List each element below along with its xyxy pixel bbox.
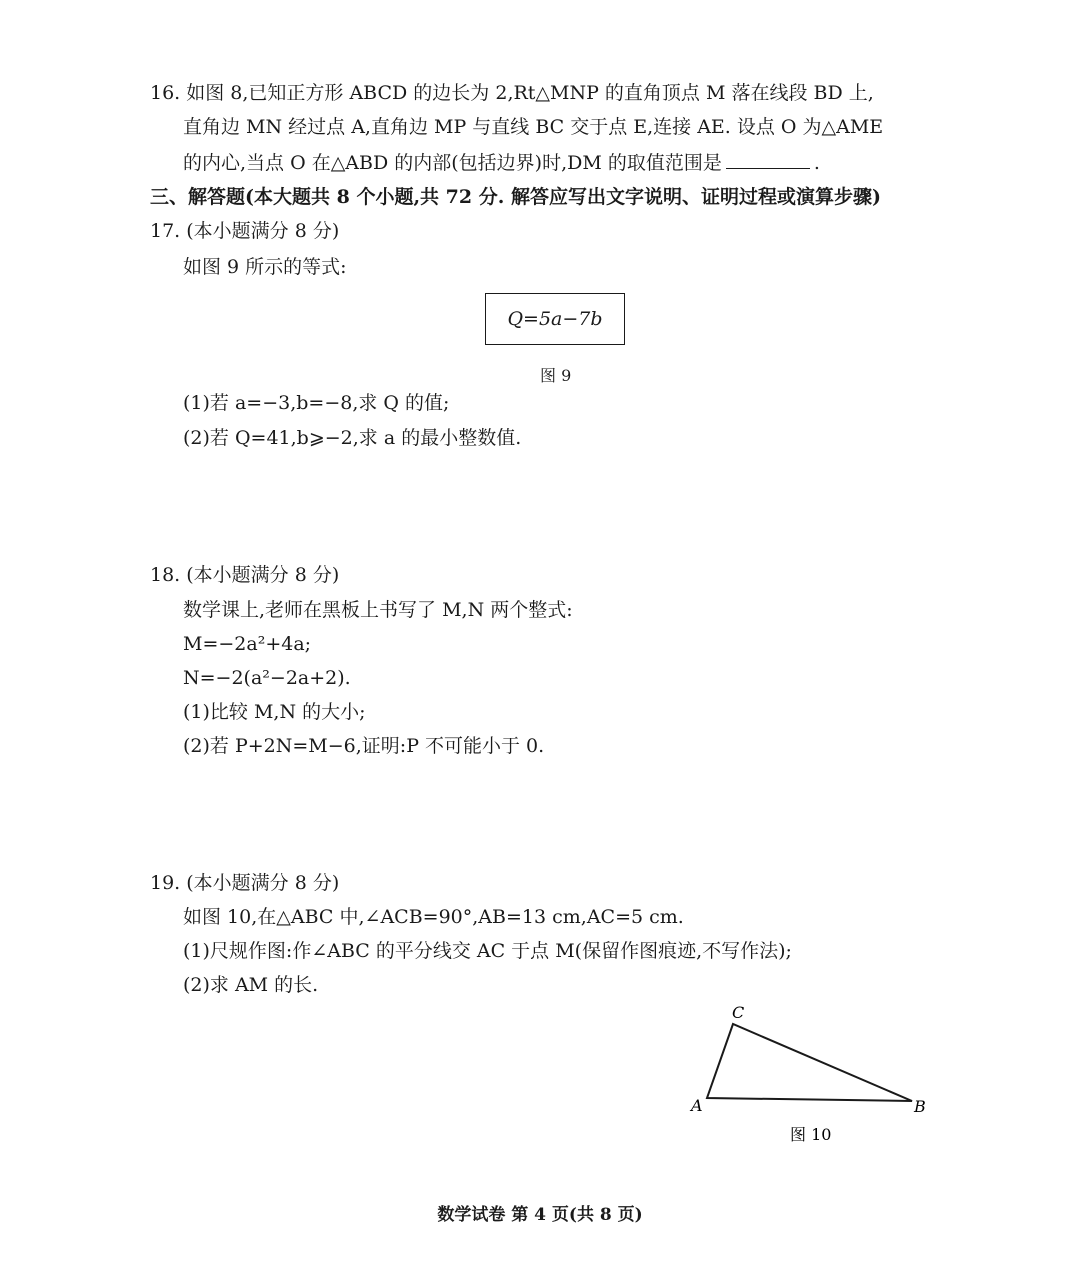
q16-line-2: 直角边 MN 经过点 A,直角边 MP 与直线 BC 交于点 E,连接 AE. 设点 O 为△AME	[183, 116, 884, 138]
figure-10-triangle	[680, 995, 940, 1155]
q16-line-3-text: 的内心,当点 O 在△ABD 的内部(包括边界)时,DM 的取值范围是	[183, 152, 722, 174]
answer-blank	[726, 152, 810, 169]
q16-line-3-end: .	[813, 152, 820, 174]
q18-part-1: (1)比较 M,N 的大小;	[183, 701, 366, 723]
q18-expression-n: N=−2(a²−2a+2).	[183, 667, 351, 689]
page-footer: 数学试卷 第 4 页(共 8 页)	[437, 1205, 643, 1225]
vertex-c-label: C	[732, 1003, 745, 1022]
section-3-heading: 三、解答题(本大题共 8 个小题,共 72 分. 解答应写出文字说明、证明过程或演算步骤)	[150, 186, 881, 208]
triangle-abc	[707, 1024, 912, 1101]
vertex-a-label: A	[691, 1096, 703, 1115]
q18-intro: 数学课上,老师在黑板上书写了 M,N 两个整式:	[183, 599, 573, 621]
q17-intro: 如图 9 所示的等式:	[183, 256, 347, 278]
q18-expression-m: M=−2a²+4a;	[183, 633, 312, 655]
figure-9-caption: 图 9	[540, 366, 572, 385]
q16-line-3	[183, 152, 820, 173]
vertex-b-label: B	[914, 1097, 926, 1116]
q17-part-1: (1)若 a=−3,b=−8,求 Q 的值;	[183, 392, 450, 414]
q18-header: 18. (本小题满分 8 分)	[150, 564, 340, 586]
q19-part-1: (1)尺规作图:作∠ABC 的平分线交 AC 于点 M(保留作图痕迹,不写作法);	[183, 940, 792, 962]
q18-part-2: (2)若 P+2N=M−6,证明:P 不可能小于 0.	[183, 735, 545, 757]
figure-10-caption: 图 10	[790, 1125, 832, 1144]
q17-part-2: (2)若 Q=41,b⩾−2,求 a 的最小整数值.	[183, 427, 522, 449]
q16-line-1: 16. 如图 8,已知正方形 ABCD 的边长为 2,Rt△MNP 的直角顶点 M 落在线段 BD 上,	[150, 82, 874, 104]
q17-header: 17. (本小题满分 8 分)	[150, 220, 340, 242]
q19-part-2: (2)求 AM 的长.	[183, 974, 319, 996]
q19-header: 19. (本小题满分 8 分)	[150, 872, 340, 894]
q19-intro: 如图 10,在△ABC 中,∠ACB=90°,AB=13 cm,AC=5 cm.	[183, 906, 684, 928]
figure-9-formula-box: Q=5a−7b	[485, 293, 625, 345]
